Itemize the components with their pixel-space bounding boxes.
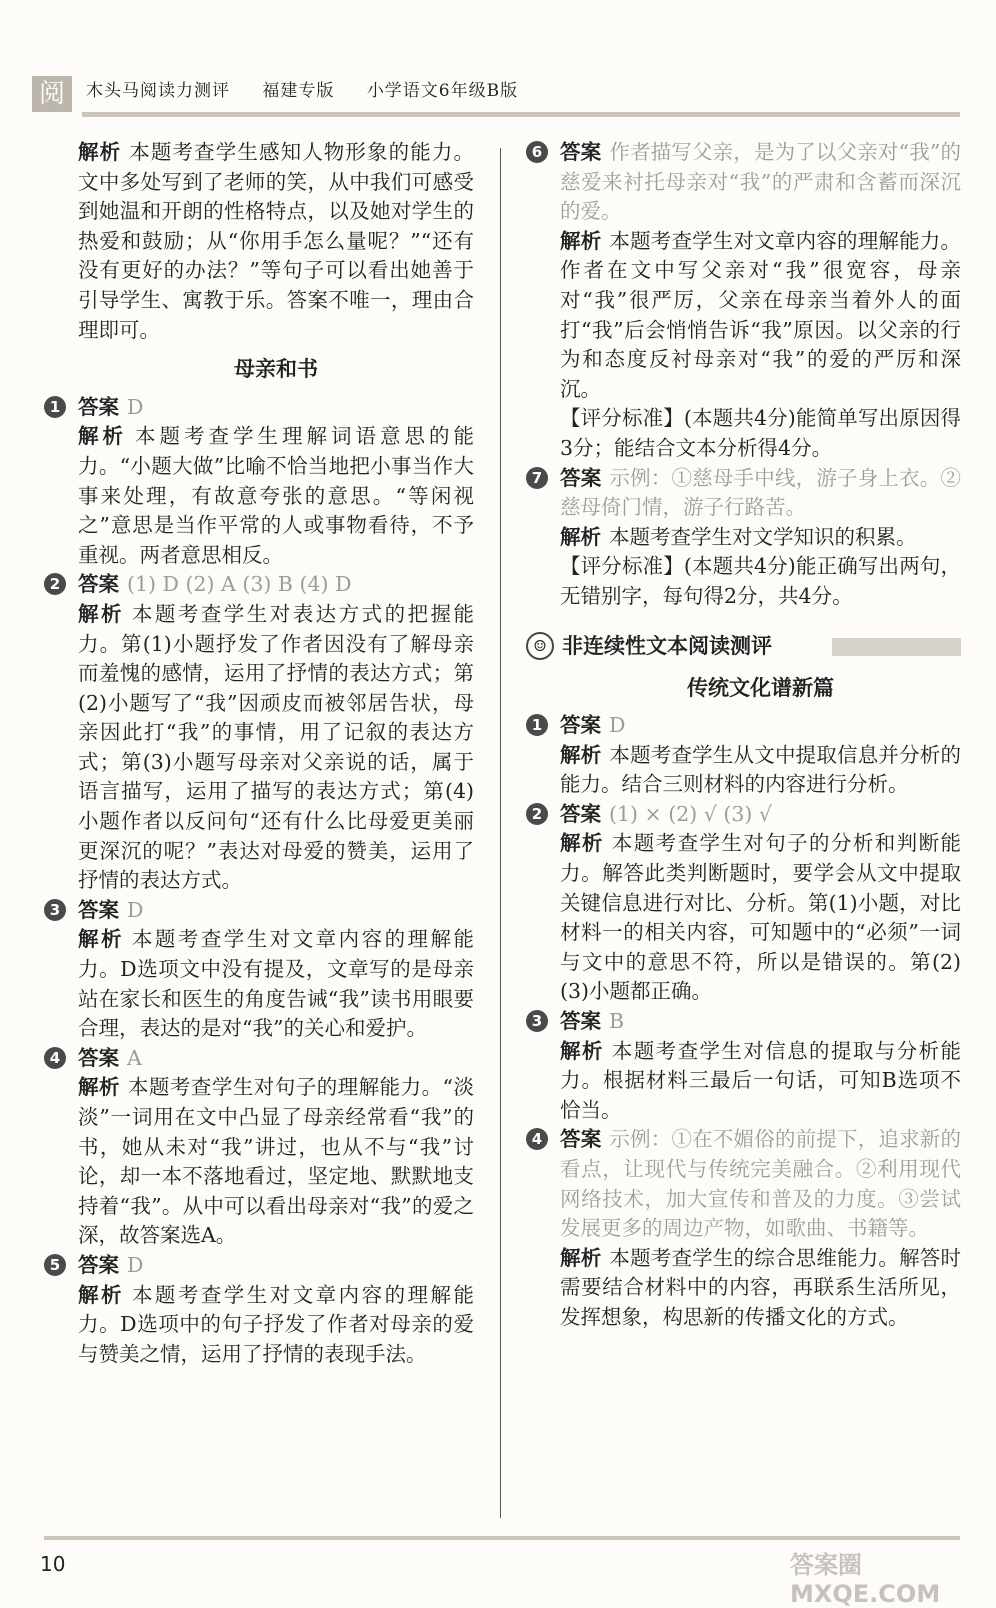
- question-number: 2: [44, 573, 66, 595]
- answer-line: 答案 B: [560, 1009, 625, 1034]
- question-item: [526, 1007, 961, 1125]
- answer-value: (1) × (2) √ (3) √: [609, 801, 772, 826]
- right-column: [526, 138, 961, 1333]
- reader-icon: ☺: [526, 632, 554, 660]
- analysis-text: 解析 本题考查学生对文章内容的理解能力。D选项文中没有提及，文章写的是母亲站在家长和医生的角度告诫“我”读书用眼要合理，表达的是对“我”的关心和爱护。: [78, 927, 474, 1041]
- question-number: 7: [526, 467, 548, 489]
- section-heading-bar: [832, 638, 961, 656]
- column-divider: [500, 148, 501, 1518]
- analysis-text: 解析 本题考查学生对句子的理解能力。“淡淡”一词用在文中凸显了母亲经常看“我”的书，她从未对“我”讲过，也从不与“我”讨论，却一本不落地看过，坚定地、默默地支持着“我”。从中可以看出母亲对“我”的爱之深，故答案选A。: [78, 1075, 475, 1248]
- book-logo: 阅: [32, 76, 72, 112]
- answer-line: 答案 D: [78, 1252, 144, 1277]
- answer-line: 答案 示例：①在不媚俗的前提下，追求新的看点，让现代与传统完美融合。②利用现代网络技术，加大宣传和普及的力度。③尝试发展更多的周边产物，如歌曲、书籍等。: [560, 1127, 962, 1241]
- question-item: [44, 1251, 474, 1369]
- question-number: 1: [526, 714, 548, 736]
- answer-line: 答案 示例：①慈母手中线，游子身上衣。②慈母倚门情，游子行路苦。: [560, 465, 962, 520]
- analysis-text: 解析 本题考查学生理解词语意思的能力。“小题大做”比喻不恰当地把小事当作大事来处理，有故意夸张的意思。“等闲视之”意思是当作平常的人或事物看待，不予重视。两者意思相反。: [78, 424, 474, 567]
- answer-value: D: [127, 897, 144, 922]
- question-number: 4: [44, 1047, 66, 1069]
- question-item: [526, 711, 961, 800]
- left-column: [44, 138, 474, 1369]
- question-item: [526, 800, 961, 1007]
- analysis-text: 解析 本题考查学生对文学知识的积累。: [560, 524, 917, 549]
- analysis-text: 解析 本题考查学生对表达方式的把握能力。第(1)小题抒发了作者因没有了解母亲而羞愧的感情，运用了抒情的表达方式；第(2)小题写了“我”因顽皮而被邻居告状，母亲因此打“我”的事情，用了记叙的表达方式；第(3)小题写母亲对父亲说的话，属于语言描写，运用了描写的表达方式；第(4)小题作者以反问句“还有什么比母爱更美丽更深沉的呢？”表达对母爱的赞美，运用了抒情的表达方式。: [78, 601, 474, 893]
- page-number: 10: [40, 1552, 66, 1576]
- question-item: [44, 896, 474, 1044]
- question-number: 5: [44, 1254, 66, 1276]
- question-item: [44, 393, 474, 571]
- question-item: [44, 570, 474, 896]
- scoring-standard: 【评分标准】(本题共4分)能正确写出两句，无错别字，每句得2分，共4分。: [560, 554, 961, 608]
- subject: 小学语文6年级B版: [366, 81, 519, 101]
- answer-line: 答案 D: [78, 394, 144, 419]
- watermark: 答案圈 MXQE.COM: [790, 1551, 941, 1608]
- answer-line: 答案 D: [78, 897, 144, 922]
- book-name: 木头马阅读力测评: [86, 81, 230, 101]
- question-number: 6: [526, 141, 548, 163]
- page-header: [30, 72, 960, 118]
- analysis-text: 解析 本题考查学生的综合思维能力。解答时需要结合材料中的内容，再联系生活所见，发挥想象，构思新的传播文化的方式。: [560, 1245, 962, 1329]
- answer-line: 答案 作者描写父亲，是为了以父亲对“我”的慈爱来衬托母亲对“我”的严肃和含蓄而深沉的爱。: [560, 140, 961, 224]
- answer-value: D: [609, 713, 626, 738]
- answer-line: 答案 D: [560, 713, 626, 738]
- answer-value: D: [127, 1252, 144, 1277]
- analysis-text: 解析 本题考查学生对句子的分析和判断能力。解答此类判断题时，要学会从文中提取关键信息进行对比、分析。第(1)小题，对比材料一的相关内容，可知题中的“必须”一词与文中的意思不符，所以是错误的。第(2)(3)小题都正确。: [560, 831, 962, 1004]
- question-item: [44, 1044, 474, 1251]
- question-number: 4: [526, 1128, 548, 1150]
- question-item: [526, 1125, 961, 1332]
- answer-value: 作者描写父亲，是为了以父亲对“我”的慈爱来衬托母亲对“我”的严肃和含蓄而深沉的爱。: [560, 140, 961, 224]
- answer-line: 答案 A: [78, 1045, 142, 1070]
- answer-value: 示例：①慈母手中线，游子身上衣。②慈母倚门情，游子行路苦。: [560, 465, 962, 520]
- section-title: 传统文化谱新篇: [687, 675, 834, 700]
- analysis-text: 解析 本题考查学生对文章内容的理解能力。作者在文中写父亲对“我”很宽容，母亲对“我”很严厉，父亲在母亲当着外人的面打“我”后会悄悄告诉“我”原因。以父亲的行为和态度反衬母亲对“我”的爱的严厉和深沉。: [560, 228, 962, 401]
- question-number: 3: [526, 1010, 548, 1032]
- analysis-text: 解析 本题考查学生对信息的提取与分析能力。根据材料三最后一句话，可知B选项不恰当。: [560, 1038, 962, 1122]
- edition: 福建专版: [262, 81, 335, 101]
- analysis-text: 解析 本题考查学生从文中提取信息并分析的能力。结合三则材料的内容进行分析。: [560, 742, 962, 797]
- analysis-label: 解析: [78, 140, 122, 164]
- answer-value: D: [127, 394, 144, 419]
- scoring-standard: 【评分标准】(本题共4分)能简单写出原因得3分；能结合文本分析得4分。: [560, 406, 961, 460]
- section-heading-text: 非连续性文本阅读测评: [562, 633, 772, 658]
- answer-line: 答案 (1) D (2) A (3) B (4) D: [78, 572, 352, 597]
- answer-line: 答案 (1) × (2) √ (3) √: [560, 801, 772, 826]
- question-item: [526, 138, 961, 464]
- answer-value: A: [127, 1045, 142, 1070]
- answer-value: B: [609, 1009, 625, 1034]
- question-number: 1: [44, 396, 66, 418]
- header-rule: [82, 112, 960, 117]
- section-heading: [526, 630, 961, 664]
- answer-value: (1) D (2) A (3) B (4) D: [127, 572, 352, 597]
- question-number: 2: [526, 803, 548, 825]
- section-title: 母亲和书: [234, 357, 318, 382]
- answer-value: 示例：①在不媚俗的前提下，追求新的看点，让现代与传统完美融合。②利用现代网络技术，加大宣传和普及的力度。③尝试发展更多的周边产物，如歌曲、书籍等。: [560, 1127, 962, 1241]
- question-number: 3: [44, 899, 66, 921]
- question-item: [526, 464, 961, 612]
- intro-analysis: 解析 本题考查学生感知人物形象的能力。文中多处写到了老师的笑，从中我们可感受到她温和开朗的性格特点，以及她对学生的热爱和鼓励；从“你用手怎么量呢？”“还有没有更好的办法？”等句子可以看出她善于引导学生、寓教于乐。答案不唯一，理由合理即可。: [78, 140, 475, 342]
- footer-rule: [44, 1536, 960, 1540]
- header-title: [86, 76, 544, 101]
- analysis-text: 解析 本题考查学生对文章内容的理解能力。D选项中的句子抒发了作者对母亲的爱与赞美之情，运用了抒情的表现手法。: [78, 1282, 474, 1366]
